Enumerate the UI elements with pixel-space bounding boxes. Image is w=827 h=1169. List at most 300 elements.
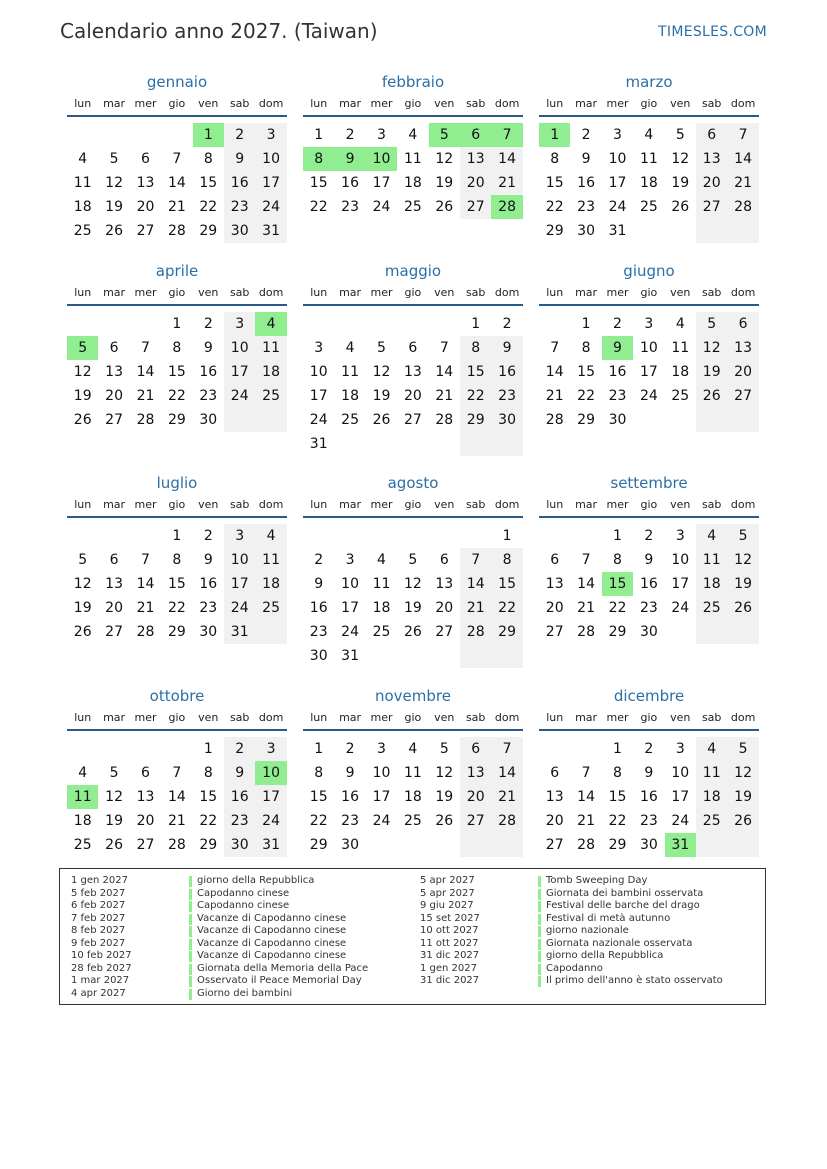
weekday-label: dom — [494, 711, 520, 724]
day-cell: 3 — [266, 127, 276, 143]
day-cell: 10 — [230, 340, 249, 356]
day-cell: 27 — [105, 412, 123, 428]
weekday-label: lun — [74, 97, 92, 110]
weekday-label: gio — [404, 97, 422, 110]
weekday-label: gio — [168, 711, 186, 724]
day-cell: 2 — [235, 741, 245, 757]
day-cell: 15 — [577, 364, 595, 380]
day-cell: 11 — [262, 552, 280, 568]
day-cell: 25 — [639, 199, 658, 215]
day-cell: 6 — [109, 340, 119, 356]
weekday-label: ven — [670, 711, 691, 724]
day-cell: 19 — [73, 600, 92, 616]
day-cell: 9 — [203, 340, 213, 356]
weekday-label: mer — [606, 711, 629, 724]
day-cell: 4 — [78, 151, 88, 167]
day-cell: 6 — [109, 552, 119, 568]
day-cell: 2 — [502, 316, 512, 332]
day-cell: 17 — [639, 364, 658, 380]
weekday-label: mer — [134, 711, 157, 724]
day-cell: 5 — [78, 552, 88, 568]
day-cell: 12 — [734, 765, 752, 781]
day-cell: 16 — [230, 175, 249, 191]
day-cell: 11 — [262, 340, 280, 356]
day-cell: 12 — [73, 364, 92, 380]
day-cell: 8 — [172, 340, 182, 356]
day-cell: 12 — [702, 340, 721, 356]
header-divider — [539, 729, 759, 731]
legend-date: 9 feb 2027 — [71, 937, 126, 949]
day-cell: 20 — [466, 175, 485, 191]
weekday-label: ven — [434, 711, 455, 724]
day-cell: 19 — [435, 789, 454, 805]
day-cell: 26 — [702, 388, 721, 404]
weekday-label: ven — [198, 498, 219, 511]
day-cell: 23 — [199, 388, 218, 404]
month-name: luglio — [156, 474, 198, 492]
day-cell: 15 — [167, 576, 186, 592]
day-cell: 27 — [105, 624, 123, 640]
weekday-label: mer — [370, 711, 393, 724]
day-cell: 13 — [545, 576, 564, 592]
holiday-day-cell: 9 — [334, 147, 365, 171]
header-divider — [303, 115, 523, 117]
day-cell: 15 — [498, 576, 516, 592]
holiday-day-cell: 10 — [255, 761, 286, 785]
legend-marker — [189, 901, 192, 912]
day-cell: 23 — [341, 813, 359, 829]
day-cell: 8 — [314, 765, 324, 781]
month-name: maggio — [384, 262, 442, 280]
legend-holiday-name: Giornata nazionale osservata — [546, 937, 693, 949]
day-cell: 28 — [498, 813, 516, 829]
weekday-label: mar — [575, 498, 598, 511]
legend-date: 1 gen 2027 — [420, 962, 478, 974]
day-cell: 26 — [73, 412, 92, 428]
day-cell: 21 — [498, 789, 516, 805]
day-cell: 29 — [577, 412, 595, 428]
legend-date: 5 apr 2027 — [420, 875, 475, 886]
day-cell: 29 — [167, 412, 186, 428]
weekday-label: gio — [168, 286, 186, 299]
legend-holiday-name: Osservato il Peace Memorial Day — [197, 975, 362, 986]
day-cell: 21 — [498, 175, 516, 191]
day-cell: 19 — [73, 388, 92, 404]
legend-marker — [189, 876, 192, 887]
day-cell: 27 — [734, 388, 752, 404]
day-cell: 23 — [230, 813, 249, 829]
day-cell: 16 — [608, 364, 627, 380]
legend-date: 9 giu 2027 — [420, 900, 474, 911]
day-cell: 23 — [199, 600, 218, 616]
day-cell: 23 — [608, 388, 627, 404]
legend-holiday-name: Vacanze di Capodanno cinese — [197, 912, 347, 924]
day-cell: 25 — [262, 600, 280, 616]
day-cell: 24 — [671, 813, 690, 829]
day-cell: 29 — [309, 837, 328, 853]
day-cell: 21 — [167, 199, 186, 215]
day-cell: 13 — [702, 151, 721, 167]
weekday-label: sab — [465, 498, 486, 511]
day-cell: 27 — [545, 624, 564, 640]
day-cell: 5 — [377, 340, 386, 356]
legend-marker — [538, 926, 541, 937]
day-cell: 18 — [403, 175, 422, 191]
day-cell: 2 — [235, 127, 245, 143]
day-cell: 22 — [309, 813, 328, 829]
weekday-label: dom — [494, 286, 520, 299]
weekday-label: mar — [575, 286, 598, 299]
weekday-label: gio — [640, 498, 658, 511]
day-cell: 4 — [644, 127, 654, 143]
day-cell: 3 — [377, 741, 386, 757]
legend-marker — [538, 889, 541, 900]
weekday-label: ven — [198, 97, 219, 110]
day-cell: 10 — [639, 340, 658, 356]
day-cell: 8 — [613, 552, 622, 568]
day-cell: 1 — [172, 316, 182, 332]
day-cell: 13 — [435, 576, 454, 592]
day-cell: 20 — [403, 388, 422, 404]
day-cell: 30 — [498, 412, 516, 428]
day-cell: 8 — [613, 765, 622, 781]
day-cell: 1 — [613, 741, 622, 757]
legend-marker — [189, 914, 192, 925]
weekday-label: lun — [74, 498, 92, 511]
day-cell: 11 — [73, 175, 92, 191]
legend-holiday-name: Festival delle barche del drago — [546, 900, 700, 911]
day-cell: 12 — [105, 175, 123, 191]
day-cell: 20 — [734, 364, 752, 380]
day-cell: 14 — [167, 789, 186, 805]
day-cell: 4 — [707, 528, 717, 544]
day-cell: 6 — [550, 765, 560, 781]
day-cell: 19 — [372, 388, 391, 404]
day-cell: 31 — [608, 223, 627, 239]
legend-holiday-name: Festival di metà autunno — [546, 912, 671, 924]
day-cell: 6 — [471, 741, 481, 757]
brand-link[interactable]: TIMESLES.COM — [658, 24, 767, 40]
weekday-label: sab — [465, 97, 486, 110]
day-cell: 28 — [466, 624, 485, 640]
day-cell: 30 — [608, 412, 627, 428]
legend-date: 10 feb 2027 — [71, 950, 132, 961]
day-cell: 26 — [734, 600, 752, 616]
day-cell: 12 — [372, 364, 391, 380]
day-cell: 24 — [230, 388, 249, 404]
day-cell: 14 — [435, 364, 454, 380]
day-cell: 14 — [167, 175, 186, 191]
day-cell: 28 — [167, 223, 186, 239]
weekday-label: ven — [434, 97, 455, 110]
legend-marker — [538, 914, 541, 925]
day-cell: 24 — [309, 412, 328, 428]
day-cell: 20 — [702, 175, 721, 191]
day-cell: 2 — [613, 316, 622, 332]
day-cell: 9 — [644, 765, 654, 781]
holiday-day-cell: 31 — [665, 833, 696, 857]
day-cell: 18 — [372, 600, 391, 616]
day-cell: 13 — [466, 765, 485, 781]
day-cell: 28 — [435, 412, 454, 428]
day-cell: 16 — [639, 576, 658, 592]
weekday-label: lun — [310, 97, 328, 110]
day-cell: 11 — [639, 151, 658, 167]
legend-holiday-name: Vacanze di Capodanno cinese — [197, 937, 347, 949]
weekday-label: ven — [434, 286, 455, 299]
day-cell: 3 — [675, 528, 685, 544]
legend-holiday-name: Vacanze di Capodanno cinese — [197, 950, 347, 961]
day-cell: 22 — [608, 600, 627, 616]
day-cell: 17 — [671, 576, 690, 592]
legend-marker — [538, 939, 541, 950]
day-cell: 29 — [608, 624, 627, 640]
day-cell: 7 — [141, 552, 150, 568]
weekday-label: gio — [168, 97, 186, 110]
day-cell: 24 — [341, 624, 359, 640]
day-cell: 15 — [309, 789, 328, 805]
day-cell: 22 — [199, 813, 218, 829]
weekday-label: mar — [103, 711, 126, 724]
day-cell: 18 — [262, 576, 280, 592]
holiday-day-cell: 6 — [460, 123, 491, 147]
day-cell: 10 — [341, 576, 359, 592]
day-cell: 14 — [545, 364, 564, 380]
day-cell: 26 — [372, 412, 391, 428]
day-cell: 21 — [577, 813, 595, 829]
day-cell: 3 — [235, 316, 245, 332]
day-cell: 18 — [671, 364, 690, 380]
day-cell: 26 — [435, 813, 454, 829]
day-cell: 24 — [608, 199, 627, 215]
day-cell: 31 — [230, 624, 249, 640]
day-cell: 7 — [439, 340, 449, 356]
day-cell: 6 — [141, 151, 150, 167]
day-cell: 27 — [136, 223, 155, 239]
legend-date: 15 set 2027 — [420, 912, 480, 924]
day-cell: 11 — [341, 364, 359, 380]
day-cell: 21 — [734, 175, 752, 191]
day-cell: 27 — [403, 412, 422, 428]
day-cell: 9 — [581, 151, 591, 167]
day-cell: 25 — [702, 813, 721, 829]
day-cell: 4 — [707, 741, 717, 757]
day-cell: 14 — [734, 151, 752, 167]
day-cell: 8 — [471, 340, 481, 356]
day-cell: 15 — [545, 175, 564, 191]
day-cell: 18 — [403, 789, 422, 805]
day-cell: 18 — [73, 813, 92, 829]
day-cell: 22 — [167, 600, 186, 616]
day-cell: 10 — [608, 151, 627, 167]
day-cell: 1 — [314, 127, 324, 143]
day-cell: 9 — [345, 765, 355, 781]
day-cell: 30 — [639, 837, 658, 853]
day-cell: 20 — [105, 600, 123, 616]
day-cell: 8 — [581, 340, 591, 356]
day-cell: 31 — [262, 837, 280, 853]
day-cell: 9 — [235, 151, 245, 167]
weekday-label: gio — [640, 711, 658, 724]
day-cell: 19 — [702, 364, 721, 380]
header-divider — [539, 115, 759, 117]
day-cell: 19 — [105, 199, 123, 215]
day-cell: 18 — [73, 199, 92, 215]
weekday-label: sab — [701, 711, 722, 724]
day-cell: 5 — [707, 316, 717, 332]
weekday-label: dom — [494, 97, 520, 110]
day-cell: 13 — [105, 576, 123, 592]
day-cell: 30 — [639, 624, 658, 640]
day-cell: 29 — [199, 223, 218, 239]
day-cell: 1 — [502, 528, 512, 544]
day-cell: 5 — [738, 741, 748, 757]
day-cell: 21 — [136, 600, 155, 616]
holiday-day-cell: 11 — [67, 785, 98, 809]
legend-holiday-name: Capodanno cinese — [197, 887, 290, 899]
day-cell: 23 — [639, 600, 658, 616]
legend-date: 5 apr 2027 — [420, 887, 475, 899]
day-cell: 6 — [408, 340, 418, 356]
day-cell: 29 — [466, 412, 485, 428]
weekday-label: mer — [370, 97, 393, 110]
weekday-label: ven — [198, 286, 219, 299]
day-cell: 4 — [78, 765, 88, 781]
weekday-label: gio — [404, 286, 422, 299]
day-cell: 25 — [262, 388, 280, 404]
holiday-day-cell: 9 — [602, 336, 633, 360]
weekday-label: mar — [103, 97, 126, 110]
legend-date: 5 feb 2027 — [71, 887, 126, 899]
weekday-label: sab — [465, 286, 486, 299]
day-cell: 28 — [734, 199, 752, 215]
day-cell: 14 — [577, 576, 595, 592]
day-cell: 25 — [403, 199, 422, 215]
legend-date: 1 gen 2027 — [71, 875, 129, 886]
day-cell: 23 — [230, 199, 249, 215]
day-cell: 1 — [581, 316, 591, 332]
day-cell: 18 — [262, 364, 280, 380]
day-cell: 12 — [105, 789, 123, 805]
day-cell: 7 — [172, 765, 182, 781]
day-cell: 8 — [172, 552, 182, 568]
day-cell: 26 — [105, 223, 123, 239]
day-cell: 9 — [644, 552, 654, 568]
day-cell: 28 — [136, 412, 155, 428]
weekday-label: sab — [701, 97, 722, 110]
day-cell: 2 — [644, 741, 654, 757]
month-name: febbraio — [381, 73, 445, 91]
day-cell: 30 — [230, 223, 249, 239]
weekday-label: lun — [546, 97, 564, 110]
legend-holiday-name: Vacanze di Capodanno cinese — [197, 925, 347, 936]
weekday-label: gio — [404, 711, 422, 724]
day-cell: 16 — [341, 175, 359, 191]
day-cell: 11 — [403, 151, 422, 167]
day-cell: 17 — [372, 175, 391, 191]
day-cell: 30 — [341, 837, 359, 853]
day-cell: 28 — [577, 837, 595, 853]
day-cell: 23 — [341, 199, 359, 215]
header-divider — [539, 516, 759, 518]
day-cell: 4 — [408, 741, 418, 757]
holiday-day-cell: 8 — [303, 147, 334, 171]
day-cell: 5 — [109, 151, 119, 167]
weekday-label: lun — [546, 711, 564, 724]
day-cell: 5 — [109, 765, 119, 781]
day-cell: 4 — [266, 528, 276, 544]
day-cell: 3 — [613, 127, 622, 143]
day-cell: 1 — [471, 316, 481, 332]
day-cell: 12 — [73, 576, 92, 592]
legend-date: 10 ott 2027 — [420, 925, 479, 936]
day-cell: 6 — [550, 552, 560, 568]
day-cell: 13 — [734, 340, 752, 356]
day-cell: 12 — [403, 576, 422, 592]
day-cell: 5 — [439, 741, 449, 757]
day-cell: 12 — [671, 151, 690, 167]
weekday-label: dom — [258, 286, 284, 299]
holiday-day-cell: 4 — [255, 312, 286, 336]
day-cell: 17 — [230, 576, 249, 592]
day-cell: 20 — [435, 600, 454, 616]
header-divider — [539, 304, 759, 306]
day-cell: 3 — [377, 127, 386, 143]
day-cell: 23 — [577, 199, 595, 215]
weekday-label: gio — [640, 286, 658, 299]
weekday-label: ven — [198, 711, 219, 724]
day-cell: 10 — [372, 765, 391, 781]
day-cell: 13 — [105, 364, 123, 380]
weekday-label: lun — [310, 711, 328, 724]
day-cell: 11 — [671, 340, 690, 356]
day-cell: 22 — [167, 388, 186, 404]
day-cell: 16 — [639, 789, 658, 805]
day-cell: 25 — [403, 813, 422, 829]
day-cell: 13 — [136, 789, 155, 805]
month-name: agosto — [387, 474, 439, 492]
day-cell: 1 — [203, 741, 213, 757]
legend-holiday-name: Capodanno — [546, 962, 603, 974]
weekday-label: sab — [229, 286, 250, 299]
header-divider — [67, 304, 287, 306]
legend-holiday-name: giorno della Repubblica — [546, 950, 664, 961]
day-cell: 26 — [73, 624, 92, 640]
day-cell: 24 — [372, 199, 391, 215]
day-cell: 15 — [199, 175, 218, 191]
day-cell: 22 — [498, 600, 516, 616]
day-cell: 30 — [577, 223, 595, 239]
day-cell: 16 — [199, 364, 218, 380]
day-cell: 24 — [372, 813, 391, 829]
day-cell: 10 — [262, 151, 280, 167]
weekday-label: ven — [670, 286, 691, 299]
weekday-label: lun — [310, 498, 328, 511]
day-cell: 3 — [675, 741, 685, 757]
weekday-label: lun — [74, 711, 92, 724]
weekday-label: ven — [670, 97, 691, 110]
weekday-label: dom — [258, 711, 284, 724]
holiday-day-cell: 1 — [539, 123, 570, 147]
day-cell: 13 — [466, 151, 485, 167]
legend-marker — [189, 939, 192, 950]
legend-date: 6 feb 2027 — [71, 900, 126, 911]
day-cell: 13 — [403, 364, 422, 380]
header-divider — [67, 115, 287, 117]
day-cell: 7 — [471, 552, 481, 568]
holiday-day-cell: 5 — [67, 336, 98, 360]
weekday-label: dom — [258, 498, 284, 511]
